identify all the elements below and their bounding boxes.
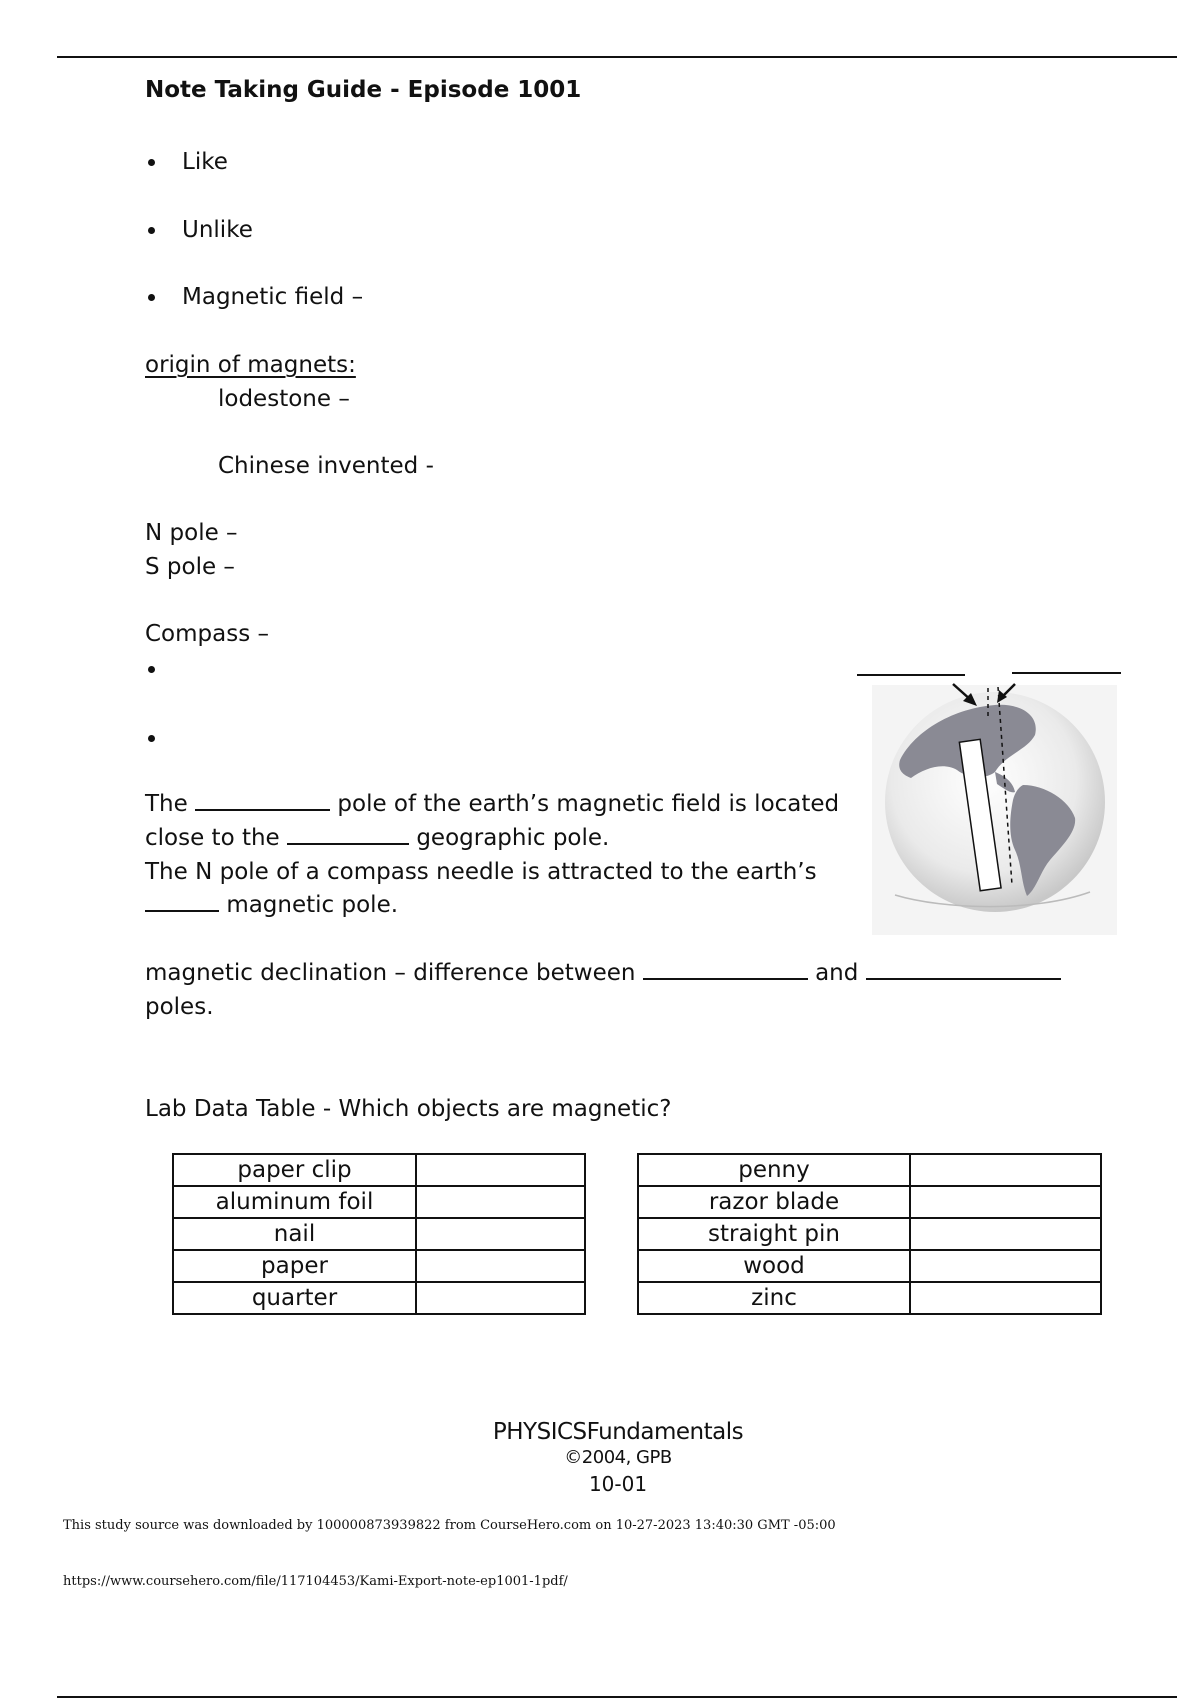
table-row (173, 1218, 585, 1250)
declination-and: and (815, 960, 859, 986)
earth-line-2 (145, 823, 609, 853)
earth-line-1 (145, 789, 839, 819)
origin-heading: origin of magnets: (145, 352, 356, 378)
lab-answer-cell[interactable] (416, 1250, 585, 1282)
lab-answer-cell[interactable] (910, 1282, 1101, 1314)
table-row (173, 1186, 585, 1218)
lab-item-cell: penny (638, 1154, 910, 1186)
lab-answer-cell[interactable] (910, 1218, 1101, 1250)
lab-table-left (172, 1153, 586, 1315)
earth-line-2-start: close to the (145, 825, 280, 851)
bullet-unlike: Unlike (182, 217, 253, 243)
footer-copyright: ©2004, GPB (564, 1447, 672, 1468)
blank-declination-2 (866, 958, 1061, 980)
top-rule (57, 56, 1177, 58)
earth-line-4-end: magnetic pole. (226, 892, 399, 918)
lab-item-cell: paper (173, 1250, 416, 1282)
lab-answer-cell[interactable] (416, 1282, 585, 1314)
compass-label: Compass – (145, 621, 270, 647)
table-row (638, 1218, 1101, 1250)
lab-answer-cell[interactable] (910, 1186, 1101, 1218)
earth-line-1-end: pole of the earth’s magnetic field is located (337, 791, 840, 817)
declination-line-1 (145, 958, 1061, 988)
table-row (173, 1154, 585, 1186)
lab-item-cell: razor blade (638, 1186, 910, 1218)
lab-answer-cell[interactable] (910, 1154, 1101, 1186)
bullet-magnetic-field-dot (148, 294, 155, 301)
earth-line-2-end: geographic pole. (416, 825, 610, 851)
lab-item-cell: paper clip (173, 1154, 416, 1186)
table-row (638, 1186, 1101, 1218)
source-url[interactable]: https://www.coursehero.com/file/117104453/Kami-Export-note-ep1001-1pdf/ (63, 1574, 568, 1589)
compass-bullet-2 (148, 735, 155, 742)
lab-answer-cell[interactable] (910, 1250, 1101, 1282)
blank-magnetic-pole (195, 789, 330, 811)
lab-item-cell: zinc (638, 1282, 910, 1314)
lab-answer-cell[interactable] (416, 1218, 585, 1250)
lab-item-cell: nail (173, 1218, 416, 1250)
declination-line-1-start: magnetic declination – difference between (145, 960, 636, 986)
earth-globe-illustration (855, 660, 1125, 935)
earth-line-3: The N pole of a compass needle is attracted to the earth’s (145, 859, 817, 885)
blank-declination-1 (643, 958, 808, 980)
bullet-unlike-dot (148, 227, 155, 234)
chinese-invented-label: Chinese invented - (218, 453, 434, 479)
blank-geographic-pole (287, 823, 409, 845)
lab-item-cell: quarter (173, 1282, 416, 1314)
table-row (638, 1154, 1101, 1186)
table-row (638, 1282, 1101, 1314)
lab-answer-cell[interactable] (416, 1154, 585, 1186)
earth-line-1-start: The (145, 791, 188, 817)
compass-bullet-1 (148, 666, 155, 673)
lab-table-title: Lab Data Table - Which objects are magnetic? (145, 1096, 672, 1122)
lodestone-label: lodestone – (218, 386, 350, 412)
table-row (173, 1282, 585, 1314)
lab-item-cell: wood (638, 1250, 910, 1282)
lab-answer-cell[interactable] (416, 1186, 585, 1218)
blank-attracted-pole (145, 890, 219, 912)
lab-table-right (637, 1153, 1102, 1315)
bullet-like-dot (148, 159, 155, 166)
table-row (638, 1250, 1101, 1282)
table-row (173, 1250, 585, 1282)
bullet-magnetic-field: Magnetic field – (182, 284, 364, 310)
bottom-rule (57, 1696, 1177, 1698)
earth-line-4 (145, 890, 398, 920)
page-title: Note Taking Guide - Episode 1001 (145, 77, 582, 103)
declination-line-2: poles. (145, 994, 214, 1020)
lab-item-cell: aluminum foil (173, 1186, 416, 1218)
lab-item-cell: straight pin (638, 1218, 910, 1250)
n-pole-label: N pole – (145, 520, 238, 546)
footer-page-number: 10-01 (588, 1472, 648, 1496)
s-pole-label: S pole – (145, 554, 235, 580)
source-download-line: This study source was downloaded by 100000873939822 from CourseHero.com on 10-27-2023 13:40:30 GMT -05:00 (63, 1518, 836, 1533)
footer-brand: PHYSICSFundamentals (492, 1419, 744, 1445)
bullet-like: Like (182, 149, 228, 175)
